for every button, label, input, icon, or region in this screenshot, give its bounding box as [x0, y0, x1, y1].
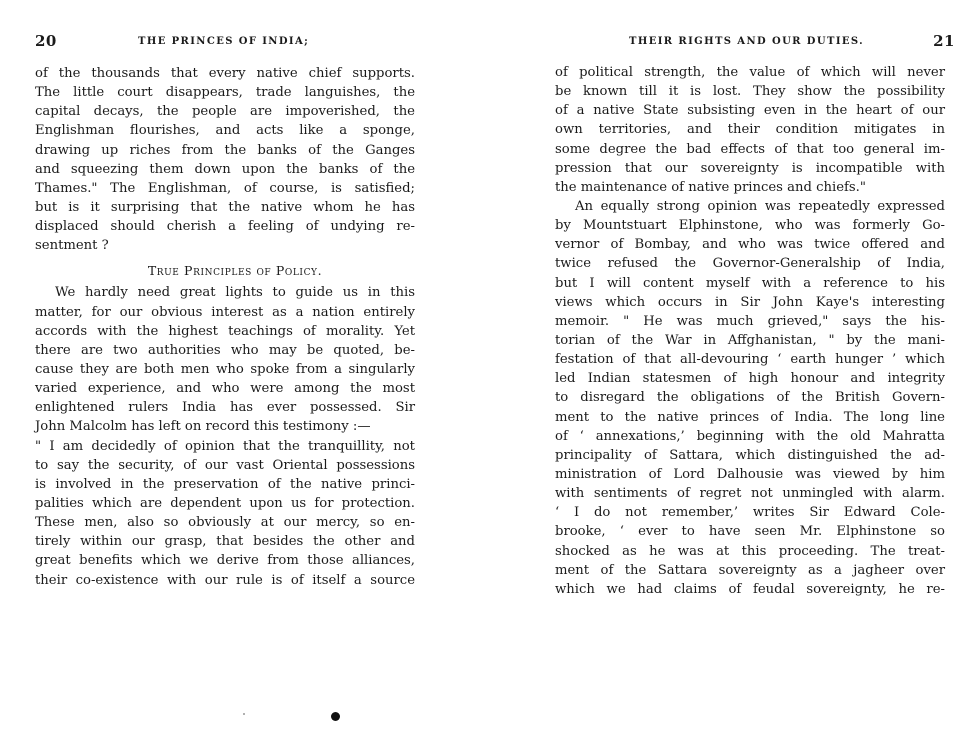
left-paragraph-2: [35, 283, 415, 436]
malcolm-quote: [35, 437, 415, 590]
text-line: by Mountstuart Elphinstone, who was formerly Go-: [555, 218, 945, 234]
text-line: of political strength, the value of which will never: [555, 65, 945, 80]
text-line: great benefits which we derive from those alliances,: [35, 553, 415, 569]
right-page-number: 21: [933, 32, 955, 50]
right-paragraph-1: [555, 63, 945, 197]
text-line: cause they are both men who spoke from a singularly: [35, 361, 415, 377]
text-line: to disregard the obligations of the British Govern-: [555, 390, 945, 406]
text-line: be known till it is lost. They show the possibility: [555, 84, 945, 100]
text-line: of the thousands that every native chief supports.: [35, 66, 415, 81]
left-page-number: 20: [35, 32, 57, 50]
text-line: own territories, and their condition mitigates in: [555, 122, 945, 138]
text-line: their co-existence with our rule is of itself a source: [35, 572, 415, 588]
text-line: pression that our sovereignty is incompatible with: [555, 160, 945, 176]
text-line: ‘ I do not remember,’ writes Sir Edward Cole-: [555, 505, 945, 521]
text-line: twice refused the Governor-Generalship of India,: [555, 256, 945, 272]
text-line: brooke, ‘ ever to have seen Mr. Elphinstone so: [555, 524, 945, 540]
text-line: ministration of Lord Dalhousie was viewed by him: [555, 466, 945, 482]
text-line: displaced should cherish a feeling of undying re-: [35, 219, 415, 235]
text-line: matter, for our obvious interest as a nation entirely: [35, 304, 415, 320]
text-line: We hardly need great lights to guide us in this: [55, 285, 415, 301]
text-line: These men, also so obviously at our mercy, so en-: [35, 515, 415, 531]
text-line: of ‘ annexations,’ beginning with the old Mahratta: [555, 428, 945, 444]
right-running-title: THEIR RIGHTS AND OUR DUTIES.: [629, 36, 865, 47]
ink-spot: [331, 712, 340, 721]
text-line: of a native State subsisting even in the heart of our: [555, 103, 945, 119]
text-line: festation of that all-devouring ‘ earth hunger ’ which: [555, 352, 945, 368]
text-line: views which occurs in Sir John Kaye's interesting: [555, 294, 945, 310]
text-line: the maintenance of native princes and chiefs.": [555, 179, 866, 195]
right-body-text: [555, 63, 945, 599]
text-line: ment of the Sattara sovereignty as a jagheer over: [555, 562, 945, 578]
right-page: [555, 0, 955, 620]
text-line: tirely within our grasp, that besides the other and: [35, 534, 415, 550]
text-line: Thames." The Englishman, of course, is satisfied;: [35, 180, 415, 196]
text-line: The little court disappears, trade languishes, the: [35, 85, 415, 101]
text-line: there are two authorities who may be quoted, be-: [35, 342, 415, 358]
text-line: but I will content myself with a reference to his: [555, 275, 945, 291]
text-line: varied experience, and who were among the most: [35, 381, 415, 397]
right-running-head: [555, 32, 955, 54]
text-line: led Indian statesmen of high honour and integrity: [555, 371, 945, 387]
left-running-title: THE PRINCES OF INDIA;: [138, 36, 310, 47]
section-heading: True Principles of Policy.: [147, 263, 323, 279]
text-line: principality of Sattara, which distinguished the ad-: [555, 447, 945, 463]
text-line: memoir. " He was much grieved," says the his-: [555, 313, 945, 329]
text-line: An equally strong opinion was repeatedly expressed: [575, 198, 945, 214]
text-line: drawing up riches from the banks of the Ganges: [35, 142, 415, 158]
text-line: which we had claims of feudal sovereignty, he re-: [555, 581, 945, 597]
text-line: and squeezing them down upon the banks of the: [35, 161, 415, 177]
text-line: enlightened rulers India has ever possessed. Sir: [35, 400, 415, 416]
left-page: [30, 0, 415, 620]
left-paragraph-1: [35, 64, 415, 255]
text-line: palities which are dependent upon us for protection.: [35, 495, 415, 511]
text-line: to say the security, of our vast Oriental possessions: [35, 457, 415, 473]
text-line: vernor of Bombay, and who was twice offered and: [555, 237, 945, 253]
right-paragraph-2: [555, 197, 945, 599]
text-line: John Malcolm has left on record this testimony :—: [35, 419, 371, 435]
text-line: accords with the highest teachings of morality. Yet: [35, 323, 415, 339]
text-line: some degree the bad effects of that too general im-: [555, 141, 945, 157]
text-line: ment to the native princes of India. The long line: [555, 409, 945, 425]
text-line: is involved in the preservation of the native princi-: [35, 476, 415, 492]
text-line: sentment ?: [35, 238, 109, 254]
text-line: shocked as he was at this proceeding. The treat-: [555, 543, 945, 559]
paper-speck: [243, 713, 245, 715]
text-line: capital decays, the people are impoverished, the: [35, 104, 415, 120]
left-body-text: [35, 64, 415, 590]
text-line: " I am decidedly of opinion that the tranquillity, not: [35, 438, 415, 454]
text-line: but is it surprising that the native whom he has: [35, 199, 415, 215]
left-running-head: [30, 32, 415, 54]
text-line: Englishman flourishes, and acts like a sponge,: [35, 123, 415, 139]
text-line: torian of the War in Affghanistan, " by the mani-: [555, 332, 945, 348]
text-line: with sentiments of regret not unmingled with alarm.: [555, 486, 945, 502]
